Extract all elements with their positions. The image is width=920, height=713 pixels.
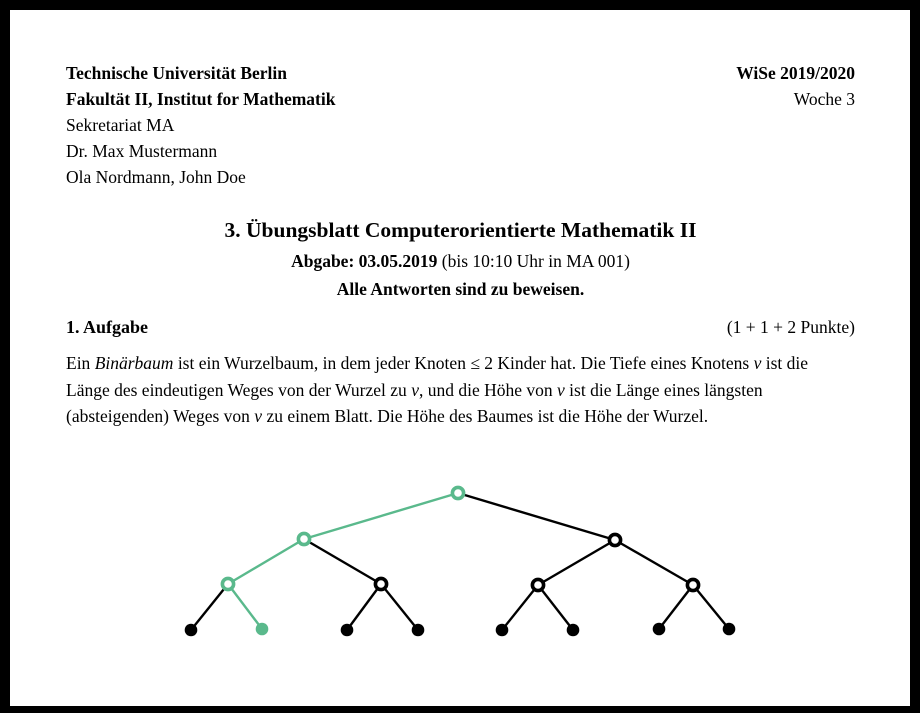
page-content bbox=[10, 10, 910, 430]
sheet-title: 3. Übungsblatt Computerorientierte Mathematik II bbox=[224, 218, 697, 242]
text-segment: ist ein Wurzelbaum, in dem jeder Knoten ≤ 2 Kinder hat. Die Tiefe eines Knotens bbox=[173, 353, 754, 373]
proof-note: Alle Antworten sind zu beweisen. bbox=[336, 279, 585, 299]
tree-edge bbox=[381, 584, 418, 630]
tree-edge bbox=[304, 493, 458, 539]
header-line: Dr. Max Mustermann bbox=[66, 141, 218, 161]
tree-node-n1r bbox=[609, 534, 620, 545]
italic-term: v bbox=[753, 353, 762, 373]
text-segment: Ein bbox=[66, 353, 95, 373]
tree-edge bbox=[458, 493, 615, 540]
tree-edge bbox=[538, 585, 573, 630]
tree-edge bbox=[304, 539, 381, 584]
tree-edge bbox=[659, 585, 693, 629]
tree-node-l3 bbox=[341, 624, 354, 637]
tree-edge bbox=[615, 540, 693, 585]
tree-node-n2d bbox=[687, 579, 698, 590]
exercise-header bbox=[66, 314, 855, 340]
tree-edge bbox=[538, 540, 615, 585]
italic-term: Binärbaum bbox=[94, 353, 174, 373]
header-line: Ola Nordmann, John Doe bbox=[66, 167, 246, 187]
text-segment: ist die Länge des eindeutigen Weges von der Wurzel zu bbox=[66, 353, 809, 400]
header-line: WiSe 2019/2020 bbox=[736, 63, 855, 83]
deadline-details: (bis 10:10 Uhr in MA 001) bbox=[437, 251, 630, 271]
exercise-label: 1. Aufgabe bbox=[66, 317, 149, 337]
tree-node-l7 bbox=[653, 623, 666, 636]
deadline-line bbox=[66, 247, 855, 275]
text-segment: ist die Länge eines längsten (absteigenden) Weges von bbox=[66, 379, 763, 426]
tree-node-l1 bbox=[185, 624, 198, 637]
text-segment: zu einem Blatt. Die Höhe des Baumes ist die Höhe der Wurzel. bbox=[262, 406, 709, 426]
tree-node-l6 bbox=[567, 624, 580, 637]
tree-node-n2a bbox=[222, 578, 233, 589]
deadline-date: Abgabe: 03.05.2019 bbox=[291, 251, 438, 271]
text-segment: , und die Höhe von bbox=[418, 379, 558, 400]
tree-node-n2b bbox=[375, 578, 386, 589]
header-right bbox=[736, 60, 855, 190]
tree-node-root bbox=[452, 487, 463, 498]
header-line: Fakultät II, Institut for Mathematik bbox=[66, 89, 336, 109]
tree-edge bbox=[693, 585, 729, 629]
italic-term: v bbox=[411, 379, 419, 400]
document-page bbox=[10, 10, 910, 706]
header-left bbox=[66, 60, 335, 190]
tree-edge bbox=[228, 539, 304, 584]
tree-edge bbox=[502, 585, 538, 630]
exercise-points: (1 + 1 + 2 Punkte) bbox=[726, 317, 855, 337]
tree-node-n2c bbox=[532, 579, 543, 590]
tree-node-l4 bbox=[412, 624, 425, 637]
header-line: Woche 3 bbox=[793, 89, 855, 109]
tree-node-l5 bbox=[496, 624, 509, 637]
tree-edge bbox=[228, 584, 262, 629]
italic-term: v bbox=[254, 406, 263, 426]
document-header bbox=[66, 60, 855, 190]
italic-term: v bbox=[557, 379, 565, 400]
exercise-text bbox=[66, 350, 855, 430]
header-line: Technische Universität Berlin bbox=[66, 63, 288, 83]
header-line: Sekretariat MA bbox=[66, 115, 175, 135]
tree-node-l2 bbox=[256, 623, 269, 636]
tree-node-n1l bbox=[298, 533, 309, 544]
tree-edge bbox=[347, 584, 381, 630]
tree-node-l8 bbox=[723, 623, 736, 636]
tree-edge bbox=[191, 584, 228, 630]
